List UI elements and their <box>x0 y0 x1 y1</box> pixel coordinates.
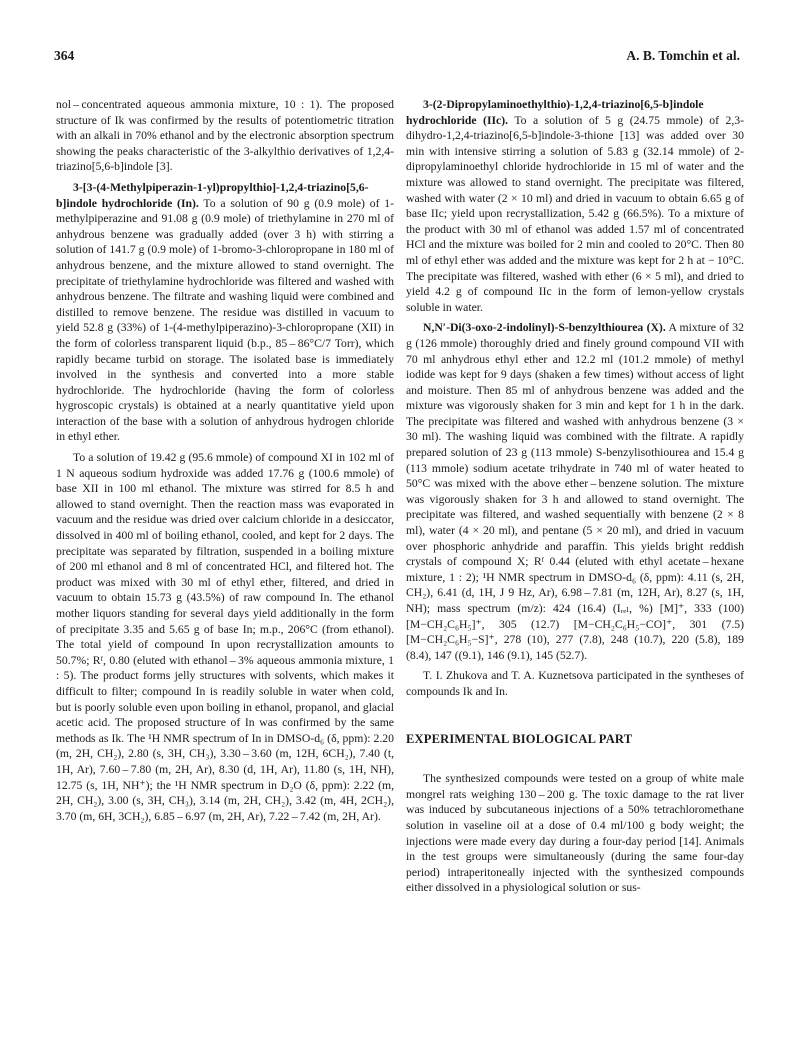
compound-in-procedure: To a solution of 90 g (0.9 mole) of 1-methylpiperazine and 91.08 g (0.9 mole) of triethylamine in 270 ml of anhydrous benzene was gradually added (over 3 h) with stirring a solution of 141.7 g (0.9 mole) of 1-bromo-3-chloropropane in 180 ml of anhydrous benzene, and the mixture allowed to stand overnight. The precipitate of triethylamine hydrochloride was filtered and washed with anhydrous benzene. The filtrate and washing liquid were combined and distilled to remove benzene. The residue was distilled in vacuum to yield 52.8 g (33%) of 1-(4-methylpiperazino)-3-chloropropane (XII) in the form of colorless transparent liquid (b.p., 85 – 86°C/7 Torr), which rapidly became turbid on storage. The isolated base is immediately involved in the synthesis and converted into a more stable hydrochloride. The hydrochloride (having the form of colorless hygroscopic crystals) is obtained at a nearly quantitative yield upon interaction of the base with a solution of anhydrous hydrogen chloride in ethyl ether. <box>56 196 394 444</box>
paragraph-compound-in-synthesis: To a solution of 19.42 g (95.6 mmole) of compound XI in 102 ml of 1 N aqueous sodium hydroxide was added 17.76 g (100.6 mmole) of base XII in 100 ml ethanol. The mixture was stirred for 8.5 h and allowed to stand overnight. Then the reaction mass was evaporated in vacuum and the residue was dried over calcium chloride in a desiccator, dissolved in 400 ml of boiling ethanol, cooled, and kept for 2 days. The precipitate was separated by filtration, suspended in a boiling mixture of 200 ml ethanol and 8 ml of concentrated HCl, and filtered hot. The product was mixed with 30 ml of ethyl ether, filtered, and dried in vacuum to obtain 15.73 g (43.5%) of raw compound In. The ethanol mother liquors standing for several days yield additionally in the form of precipitate 3.35 and 5.65 g of base In; m.p., 206°C (from ethanol). The total yield of compound In upon recrystallization amounts to 50.7%; Rᶠ, 0.80 (eluted with ethanol – 3% aqueous ammonia mixture, 1 : 5). The product forms jelly structures with solvents, which makes it difficult to filter; compound In is readily soluble in water when cold, but is poorly soluble even upon boiling in ethanol, propanol, and glacial acetic acid. The proposed structure of In was confirmed by the same methods as Ik. The ¹H NMR spectrum of In in DMSO-d₆ (δ, ppm): 2.20 (m, 2H, CH₂), 2.80 (s, 3H, CH₃), 3.30 – 3.60 (m, 12H, 6CH₂), 7.40 (t, 1H, Ar), 7.60 – 7.80 (m, 2H, Ar), 8.30 (d, 1H, Ar), 11.80 (s, 1H, NH), 12.75 (s, 1H, NH⁺); the ¹H NMR spectrum in D₂O (δ, ppm): 2.22 (m, 2H, CH₂), 3.00 (s, 3H, CH₃), 3.14 (m, 2H, CH₂), 3.42 (m, 4H, 2CH₂), 3.70 (m, 6H, 3CH₂), 6.85 – 6.97 (m, 2H, Ar), 7.22 – 7.42 (m, 2H, Ar). <box>56 451 394 823</box>
paragraph-compound-iic <box>406 97 744 315</box>
compound-in-title: 3-[3-(4-Methylpiperazin-1-yl)propylthio]-1,2,4-triazino[5,6-b]indole hydrochloride (In). <box>56 180 369 210</box>
left-column <box>56 97 394 824</box>
acknowledgment: T. I. Zhukova and T. A. Kuznetsova participated in the syntheses of compounds Ik and In. <box>406 669 744 698</box>
paragraph-biological-part: The synthesized compounds were tested on a group of white male mongrel rats weighing 130 – 200 g. The toxic damage to the rat liver was induced by subcutaneous injections of a 50% tetrachloromethane solution in vaseline oil at a dose of 0.4 ml/100 g body weight; the injections were made every day during a four-day period [14]. Animals in the test groups were simultaneously (during the same four-day period) intraperitoneally injected with the synthesized compounds either dissolved in a physiological solution or sus- <box>406 772 744 895</box>
paragraph-compound-x <box>406 320 744 663</box>
compound-iic-procedure: To a solution of 5 g (24.75 mmole) of 2,3-dihydro-1,2,4-triazino[6,5-b]indole-3-thione [13] was added over 30 min with intensive stirring a solution of 5.83 g (32.14 mmole) of 2-dipropylaminoethyl chloride hydrochloride in 15 ml of water and the mixture was allowed to stand overnight. The precipitate was filtered, washed with water (2 × 10 ml) and dried in vacuum to obtain 6.65 g of base IIc; yield upon recrystallization, 5.42 g (66.5%). To a mixture of the product with 30 ml of ethanol was added 1.57 ml of concentrated HCl and the mixture was boiled for 2 min and cooled to 20°C. Then 80 ml of ethyl ether was added and the mixture was kept for 2 h at − 10°C. The precipitate was filtered, washed with ether (6 × 5 ml), and dried to yield 4.2 g of compound IIc in the form of lemon-yellow crystals soluble in water. <box>406 113 744 314</box>
compound-x-title: N,N′-Di(3-oxo-2-indolinyl)-S-benzylthiourea (X). <box>423 321 666 335</box>
running-author: A. B. Tomchin et al. <box>626 48 740 63</box>
running-head <box>54 48 740 66</box>
paragraph-compound-in <box>56 180 394 445</box>
right-column <box>406 97 744 896</box>
section-heading: EXPERIMENTAL BIOLOGICAL PART <box>406 731 633 746</box>
compound-iic-title: 3-(2-Dipropylaminoethylthio)-1,2,4-triazino[6,5-b]indole hydrochloride (IIc). <box>406 98 704 127</box>
page-number: 364 <box>54 48 75 63</box>
compound-x-procedure: A mixture of 32 g (126 mmole) thoroughly dried and finely ground compound VII with 70 ml anhydrous ethyl ether and 12.2 ml (101.2 mmole) of methyl iodide was kept for 9 days (shaken a few times) without access of light and moisture. Then 85 ml of anhydrous benzene was added and the mixture was vigorously shaken for 3 min and kept for 1 h in the dark. The precipitate was filtered and washed with anhydrous benzene (3 × 30 ml). The washing liquid was combined with the filtrate. A rapidly prepared solution of 23 g (113 mmole) S-benzylisothiourea and 15.4 g (113 mmole) sodium acetate trihydrate in 740 ml of water heated to 50°C was mixed with the above ether – benzene solution. The mixture was vigorously shaken for 3 h and allowed to stand overnight. The precipitate was filtered, and washed sequentially with benzene (2 × 8 ml), water (4 × 20 ml), and pentane (5 × 20 ml), and dried in vacuum over phosphoric anhydride and paraffin. This yields bright reddish crystals of compound X; Rᶠ 0.44 (eluted with ethyl acetate – hexane mixture, 1 : 2); ¹H NMR spectrum in DMSO-d₆ (δ, ppm): 4.11 (s, 2H, CH₂), 6.41 (d, 1H, J 9 Hz, Ar), 6.98 – 7.81 (m, 12H, Ar), 8.27 (s, 1H, NH); mass spectrum (m/z): 424 (16.4) (Iᵣₑₗ, %) [M]⁺, 333 (100) [M−CH₂C₆H₅]⁺, 305 (12.7) [M−CH₂C₆H₅−CO]⁺, 301 (7.5) [M−CH₂C₆H₅−S]⁺, 278 (10), 277 (7.8), 248 (10.7), 220 (5.8), 189 (8.4), 147 ((9.1), 146 (9.1), 145 (52.7). <box>406 321 744 662</box>
paragraph-continuation: nol – concentrated aqueous ammonia mixture, 10 : 1). The proposed structure of Ik was confirmed by the results of potentiometric titration with an alkali in 70% ethanol and by the electronic absorption spectrum showing the peaks characteristic of the 3-alkylthio derivatives of 1,2,4-triazino[5,6-b]indole [3]. <box>56 98 394 174</box>
